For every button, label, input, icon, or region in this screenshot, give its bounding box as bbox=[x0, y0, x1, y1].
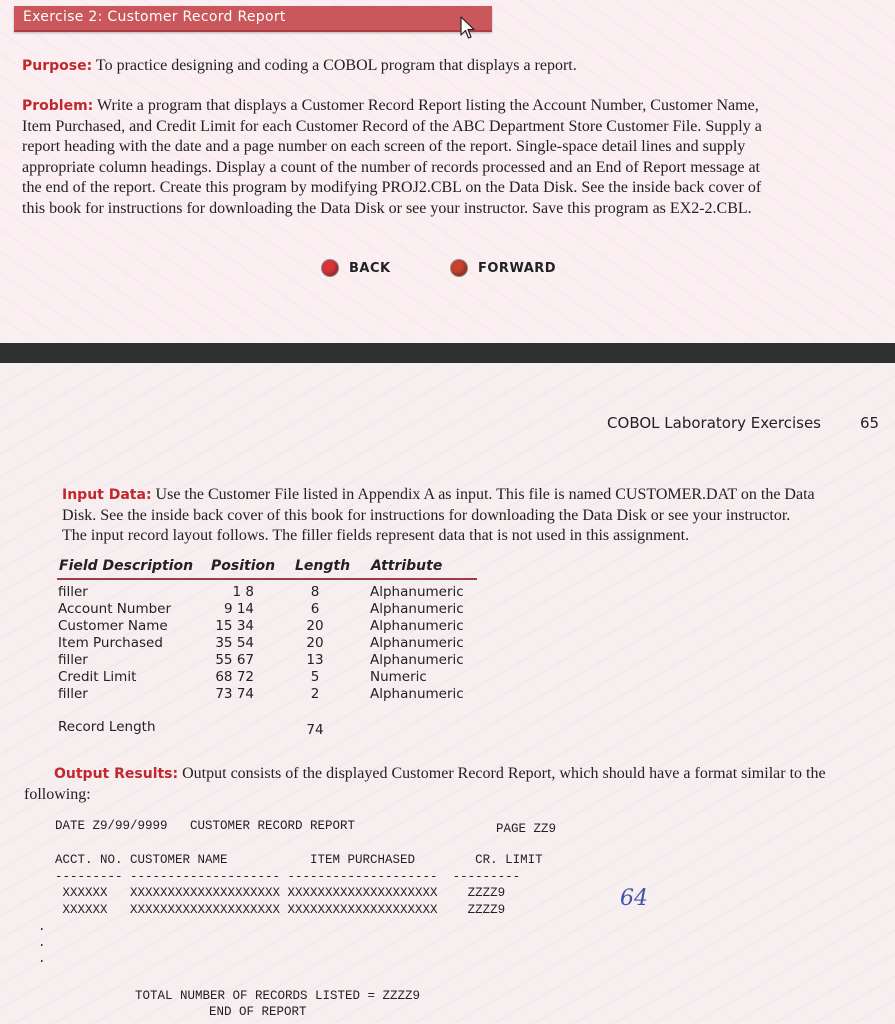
input-data-label: Input Data: bbox=[62, 487, 152, 503]
table-cell: Account Number bbox=[58, 601, 172, 617]
table-cell: 20 bbox=[306, 618, 324, 634]
report-dash-line: --------- -------------------- -------------------- --------- bbox=[55, 870, 521, 884]
problem-line: appropriate column headings. Display a count of the number of records processed and an End of Report message at bbox=[22, 158, 760, 176]
output-line: following: bbox=[24, 785, 91, 803]
output-results-paragraph bbox=[24, 764, 864, 805]
attribute-column bbox=[370, 584, 464, 703]
table-cell: Numeric bbox=[370, 669, 427, 685]
forward-dot-icon bbox=[451, 260, 467, 276]
problem-label: Problem: bbox=[22, 98, 94, 114]
report-column-headings: ACCT. NO. CUSTOMER NAME ITEM PURCHASED CR. LIMIT bbox=[55, 853, 543, 867]
table-cell: 55 67 bbox=[215, 652, 254, 668]
table-cell: Alphanumeric bbox=[370, 618, 464, 634]
record-length-label: Record Length bbox=[58, 719, 156, 735]
back-label: BACK bbox=[349, 260, 391, 276]
header-field-description: Field Description bbox=[59, 558, 194, 574]
table-cell: 13 bbox=[306, 652, 324, 668]
report-detail-line: XXXXXX XXXXXXXXXXXXXXXXXXXX XXXXXXXXXXXXXXXXXXXX ZZZZ9 bbox=[55, 903, 506, 917]
purpose-paragraph bbox=[22, 56, 832, 77]
exercise-title-banner bbox=[14, 6, 492, 32]
running-head: COBOL Laboratory Exercises bbox=[607, 414, 821, 432]
table-cell: Item Purchased bbox=[58, 635, 163, 651]
position-column bbox=[212, 584, 254, 703]
table-header-rule bbox=[57, 578, 477, 580]
forward-label: FORWARD bbox=[478, 260, 557, 276]
table-cell: 35 54 bbox=[215, 635, 254, 651]
table-cell: filler bbox=[58, 584, 88, 600]
problem-line: this book for instructions for downloading the Data Disk or see your instructor. Save this program as EX2-2.CBL. bbox=[22, 199, 752, 217]
output-line: Output consists of the displayed Customer Record Report, which should have a format similar to the bbox=[182, 765, 826, 782]
problem-line: report heading with the date and a page number on each screen of the report. Single-space detail lines and supply bbox=[22, 138, 746, 155]
output-results-label: Output Results: bbox=[54, 766, 179, 782]
length-column bbox=[300, 584, 330, 703]
table-cell: 6 bbox=[310, 601, 320, 617]
table-cell: Alphanumeric bbox=[370, 686, 464, 702]
report-page-number: PAGE ZZ9 bbox=[496, 822, 557, 836]
table-cell: Alphanumeric bbox=[370, 584, 464, 600]
table-cell: filler bbox=[58, 686, 88, 702]
input-data-line: The input record layout follows. The filler fields represent data that is not used in this assignment. bbox=[62, 527, 690, 544]
problem-paragraph bbox=[22, 96, 842, 219]
report-heading: DATE Z9/99/9999 CUSTOMER RECORD REPORT bbox=[55, 819, 356, 833]
table-cell: Credit Limit bbox=[58, 669, 137, 685]
purpose-label: Purpose: bbox=[22, 58, 93, 74]
record-length-value: 74 bbox=[306, 722, 324, 738]
problem-line: Item Purchased, and Credit Limit for each Customer Record of the ABC Department Store Customer File. Supply a bbox=[22, 117, 762, 135]
table-cell: filler bbox=[58, 652, 88, 668]
input-data-line: Disk. See the inside back cover of this book for instructions for downloading the Data Disk or see your instructor. bbox=[62, 506, 791, 524]
table-cell: 9 14 bbox=[223, 601, 254, 617]
table-cell: 68 72 bbox=[215, 669, 254, 685]
report-end-line: END OF REPORT bbox=[209, 1005, 307, 1019]
table-cell: Customer Name bbox=[58, 618, 168, 634]
table-cell: 15 34 bbox=[215, 618, 254, 634]
header-length: Length bbox=[295, 558, 351, 574]
purpose-text: To practice designing and coding a COBOL program that displays a report. bbox=[95, 57, 577, 74]
header-attribute: Attribute bbox=[371, 558, 443, 574]
table-cell: Alphanumeric bbox=[370, 652, 464, 668]
report-ellipsis-dot: . bbox=[38, 936, 46, 950]
header-position: Position bbox=[211, 558, 276, 574]
table-cell: 8 bbox=[310, 584, 320, 600]
report-ellipsis-dot: . bbox=[38, 952, 46, 966]
forward-button[interactable] bbox=[451, 257, 556, 279]
report-detail-line: XXXXXX XXXXXXXXXXXXXXXXXXXX XXXXXXXXXXXXXXXXXXXX ZZZZ9 bbox=[55, 886, 506, 900]
mouse-pointer-icon bbox=[460, 16, 476, 40]
field-column bbox=[58, 584, 171, 703]
back-button[interactable] bbox=[322, 257, 391, 279]
table-cell: 20 bbox=[306, 635, 324, 651]
input-data-line: Use the Customer File listed in Appendix A as input. This file is named CUSTOMER.DAT on the Data bbox=[155, 486, 815, 503]
table-cell: 1 8 bbox=[232, 584, 254, 600]
report-total-line: TOTAL NUMBER OF RECORDS LISTED = ZZZZ9 bbox=[135, 989, 421, 1003]
report-ellipsis-dot: . bbox=[38, 920, 46, 934]
problem-line: the end of the report. Create this program by modifying PROJ2.CBL on the Data Disk. See the inside back cover of bbox=[22, 179, 762, 196]
table-cell: 73 74 bbox=[215, 686, 254, 702]
panel-divider bbox=[0, 343, 895, 363]
table-cell: Alphanumeric bbox=[370, 635, 464, 651]
exercise-title: Exercise 2: Customer Record Report bbox=[23, 9, 286, 25]
problem-line: Write a program that displays a Customer Record Report listing the Account Number, Customer Name, bbox=[97, 97, 759, 114]
table-cell: 5 bbox=[310, 669, 320, 685]
table-cell: 2 bbox=[310, 686, 320, 702]
handwritten-note: 64 bbox=[620, 886, 648, 911]
table-cell: Alphanumeric bbox=[370, 601, 464, 617]
input-data-paragraph bbox=[62, 485, 862, 547]
back-dot-icon bbox=[322, 260, 338, 276]
page-number: 65 bbox=[860, 414, 880, 432]
